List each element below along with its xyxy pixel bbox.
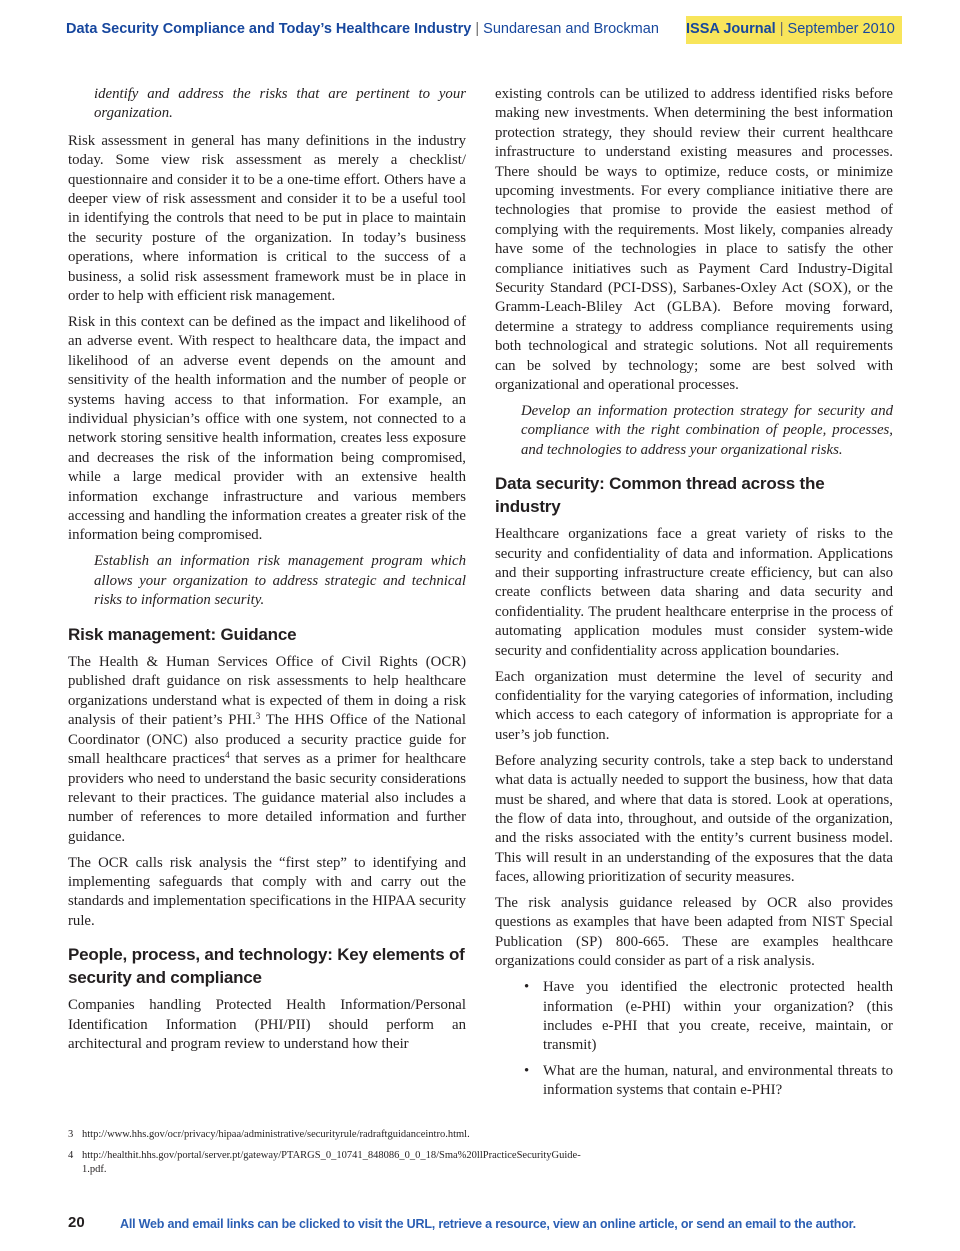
paragraph-first-step: The OCR calls risk analysis the “first step” to identifying and implementing safeguards that comply with and carry out the standards and implementation specifications in the HIPAA security rule. — [68, 854, 466, 929]
ocr-text-3: that serves as a primer for healthcare providers who need to understand the basic security considerations relevant to their practices. The guidance material also includes a number of references to more detailed information and further guidance. — [68, 751, 466, 845]
ocr-text-2: The HHS Office of the National Coordinator (ONC) also produced a security practice guide for small healthcare practices — [68, 712, 466, 768]
list-item-text: What are the human, natural, and environmental threats to information systems that contain e-PHI? — [543, 1062, 893, 1099]
pull-quote-protection-strategy: Develop an information protection strategy for security and compliance with the right combination of people, processes, and technologies to address your organizational risks. — [521, 403, 893, 458]
footnote-3 — [68, 1128, 470, 1143]
paragraph-existing-controls: existing controls can be utilized to address identified risks before making new investments. When determining the best information protection strategy, they should review their current healthcare infrastructure to understand existing measures and processes. There should be ways to optimize, reduce costs, or minimize upcoming investments. For every compliance initiative there are technologies that promise to provide the easiest method of complying with the requirements. Most likely, companies already have some of the technologies in place to satisfy the other compliance initiatives such as Payment Card Industry-Digital Security Standard (PCI-DSS), Sarbanes-Oxley Act (SOX), or the Gramm-Leach-Bliley Act (GLBA). Before moving forward, determine a strategy to address compliance requirements using both technological and strategic solutions. Not all requirements can be solved by technology; some are best solved with organizational and operational processes. — [495, 86, 893, 394]
page-footer — [0, 1214, 960, 1238]
footnote-ref-3[interactable]: 3 — [255, 711, 261, 722]
page-number: 20 — [68, 1214, 85, 1231]
list-item — [495, 978, 893, 1056]
footnote-number: 4 — [68, 1149, 74, 1161]
pull-quote-top: identify and address the risks that are pertinent to your organization. — [94, 86, 466, 122]
running-header — [62, 16, 902, 44]
footnote-ref-4[interactable]: 4 — [225, 750, 230, 761]
ocr-text-1: The Health & Human Services Office of Civil Rights (OCR) published draft guidance on risk assessments to help healthcare organizations understand what is expected of them in doing a risk analysis of their patient’s PHI. — [68, 654, 466, 729]
header-title-line — [66, 21, 659, 37]
list-item-text: Have you identified the electronic protected health information (e-PHI) within your organization? (this includes e-PHI that you create, receive, maintain, or transmit) — [543, 979, 893, 1054]
header-separator: | — [471, 21, 484, 37]
paragraph-analyze-controls: Before analyzing security controls, take a step back to understand what data is actually needed to support the business, how that data must be shared, and where that data is stored. Look at operations, the flow of data into, throughout, and outside of the organization, and the risks associated with the entity’s current business model. This will result in an understanding of the exposures that the data faces, allowing prioritization of security measures. — [495, 752, 893, 886]
paragraph-risk-assessment: Risk assessment in general has many definitions in the industry today. Some view risk assessment as merely a checklist/ questionnaire and consider it to be a one-time effort. Others have a deeper view of risk assessment and consider it to be a useful tool in identifying the controls that need to be put in place to maintain the security posture of the organization. In today’s business operations, where information is critical to the success of a business, a solid risk assessment framework must be in place in order to help with efficient risk management. — [68, 132, 466, 305]
journal-separator: | — [775, 21, 788, 37]
right-column — [495, 85, 893, 1107]
paragraph-ocr-guidance — [68, 653, 466, 847]
risk-questions-list — [495, 978, 893, 1100]
bullet-icon: • — [524, 979, 530, 996]
pull-quote-risk-program: Establish an information risk management program which allows your organization to address strategic and technical risks to information security. — [94, 553, 466, 609]
footnote-number: 3 — [68, 1129, 74, 1140]
journal-name: ISSA Journal — [686, 21, 776, 37]
paragraph-risk-definition: Risk in this context can be defined as the impact and likelihood of an adverse event. With respect to healthcare data, the impact and likelihood of an adverse event depends on the amount and sensitivity of the health information and the number of people or systems having access to that information. For example, an individual physician’s office with one system, not connected to a network storing sensitive health information, creates less exposure and decreases the risk of the information being compromised, while a large medical provider with an extensive health information exchange infrastructure and various members accessing and handling the information creates a greater risk of the information being compromised. — [68, 313, 466, 544]
left-column — [68, 85, 466, 1061]
journal-banner — [686, 16, 902, 44]
paragraph-nist-guidance: The risk analysis guidance released by OCR also provides questions as examples that have been adapted from NIST Special Publication (SP) 800-665. These are examples healthcare organizations could consider as part of a risk analysis. — [495, 895, 893, 970]
article-authors: Sundaresan and Brockman — [483, 21, 659, 37]
heading-risk-management: Risk management: Guidance — [68, 624, 297, 644]
list-item — [495, 1062, 893, 1101]
footnote-link[interactable]: http://healthit.hhs.gov/portal/server.pt/gateway/PTARGS_0_10741_848086_0_0_18/Sma%20llPracticeSecurityGuide-1.pdf. — [82, 1149, 581, 1175]
journal-issue: September 2010 — [787, 21, 895, 37]
bullet-icon: • — [524, 1062, 530, 1079]
article-title: Data Security Compliance and Today’s Healthcare Industry — [66, 21, 472, 37]
footnote-4 — [68, 1149, 581, 1178]
paragraph-security-levels: Each organization must determine the level of security and confidentiality for the varying categories of information, including which access to each category of information is appropriate for a user’s job function. — [495, 668, 893, 743]
paragraph-healthcare-risks: Healthcare organizations face a great variety of risks to the security and confidentiality of data and information. Applications and their supporting infrastructure create efficiency, but can also create conflicts between data sharing and data security and confidentiality. The prudent healthcare enterprise in the process of automating application modules must consider system-wide security and confidentiality across application boundaries. — [495, 526, 893, 659]
heading-data-security: Data security: Common thread across the industry — [495, 474, 825, 516]
footnote-link[interactable]: http://www.hhs.gov/ocr/privacy/hipaa/administrative/securityrule/radraftguidanceintro.html. — [82, 1129, 470, 1140]
paragraph-phi-pii: Companies handling Protected Health Information/Personal Identification Information (PHI/PII) should perform an architectural and program review to understand how their — [68, 997, 466, 1053]
links-note: All Web and email links can be clicked to visit the URL, retrieve a resource, view an online article, or send an email to the author. — [120, 1217, 856, 1231]
footnotes — [68, 1128, 581, 1184]
heading-people-process-technology: People, process, and technology: Key elements of security and compliance — [68, 945, 465, 987]
